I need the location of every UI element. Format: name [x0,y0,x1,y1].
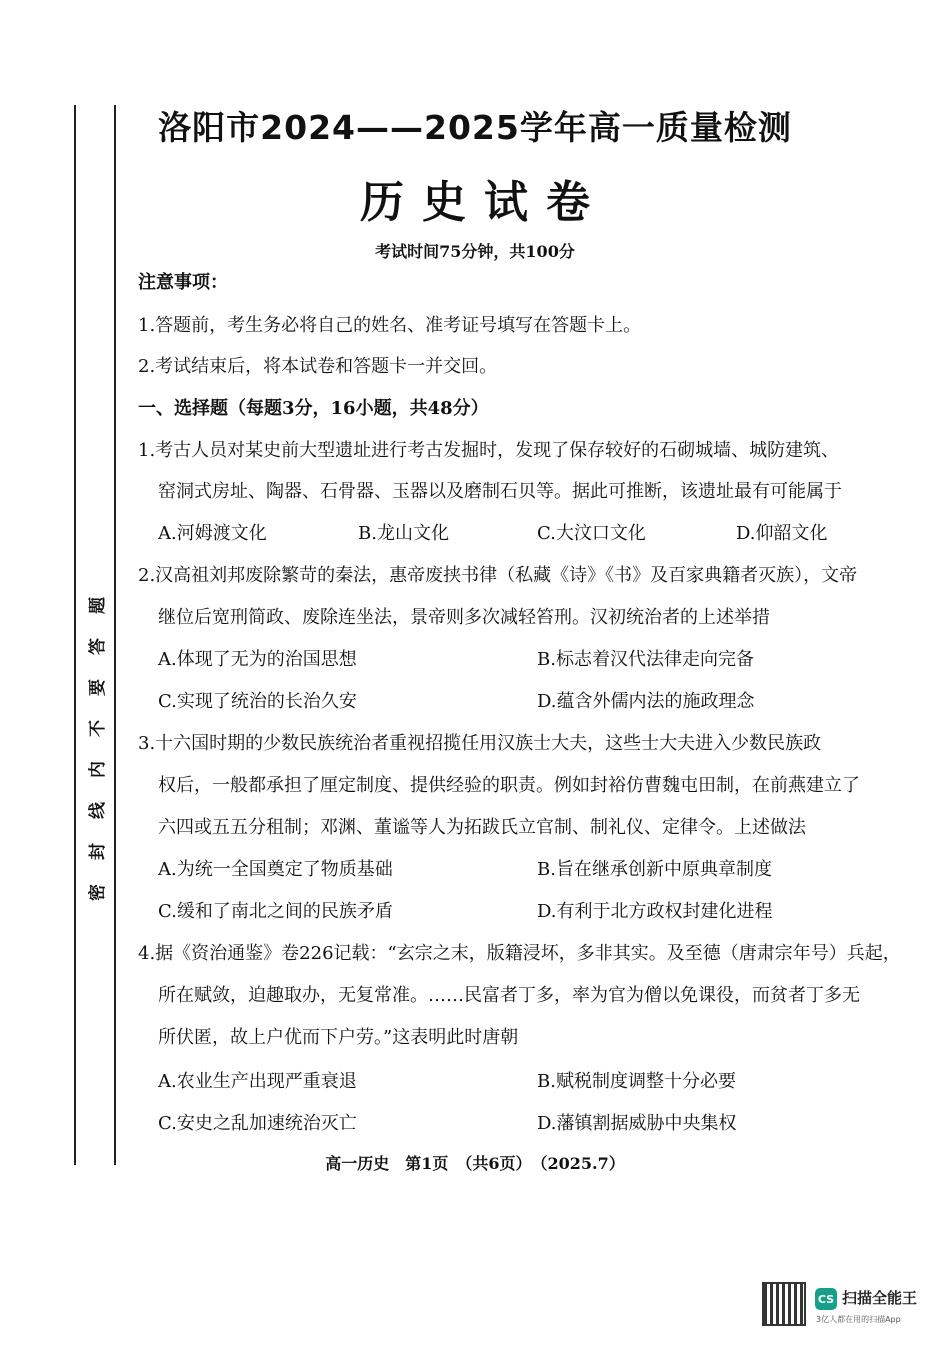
option-d[interactable]: D.有利于北方政权封建化进程 [537,901,773,922]
notice-heading: 注意事项： [138,272,228,293]
question-text: 继位后宽刑简政、废除连坐法，景帝则多次减轻笞刑。汉初统治者的上述举措 [158,607,770,628]
watermark-tagline: 3亿人都在用的扫描App [816,1315,901,1324]
binding-char: 题 [87,597,108,614]
page-footer: 高一历史 第1页 （共6页） （2025.7） [325,1154,625,1173]
subject-title: 历史试卷 [360,177,608,228]
binding-char: 线 [87,802,108,819]
binding-char: 答 [87,638,108,655]
binding-char: 密 [87,884,108,901]
question-text: 六四或五五分租制；邓渊、董谧等人为拓跋氏立官制、制礼仪、定律令。上述做法 [158,817,806,838]
option-d[interactable]: D.藩镇割据威胁中央集权 [537,1113,737,1134]
exam-info: 考试时间75分钟，共100分 [375,242,575,261]
qr-code-icon [762,1282,806,1326]
option-b[interactable]: B.标志着汉代法律走向完备 [537,649,754,670]
option-b[interactable]: B.赋税制度调整十分必要 [537,1071,736,1092]
option-b[interactable]: B.旨在继承创新中原典章制度 [537,859,772,880]
option-b[interactable]: B.龙山文化 [358,523,449,544]
question-text: 1.考古人员对某史前大型遗址进行考古发掘时，发现了保存较好的石砌城墙、城防建筑、 [138,440,840,461]
binding-margin [74,105,116,1165]
option-d[interactable]: D.蕴含外儒内法的施政理念 [537,691,755,712]
option-c[interactable]: C.缓和了南北之间的民族矛盾 [158,901,393,922]
binding-char: 要 [87,679,108,696]
question-text: 所伏匿，故上户优而下户劳。”这表明此时唐朝 [158,1027,519,1048]
option-d[interactable]: D.仰韶文化 [736,523,828,544]
watermark-name: 扫描全能王 [842,1289,918,1307]
binding-line-left [74,105,76,1165]
option-c[interactable]: C.安史之乱加速统治灭亡 [158,1113,357,1134]
exam-title: 洛阳市2024——2025学年高一质量检测 [158,108,792,147]
binding-char: 封 [87,843,108,860]
question-text: 3.十六国时期的少数民族统治者重视招揽任用汉族士大夫，这些士大夫进入少数民族政 [138,733,822,754]
binding-char: 内 [87,761,108,778]
question-text: 权后，一般都承担了厘定制度、提供经验的职责。例如封裕仿曹魏屯田制，在前燕建立了 [158,775,860,796]
binding-warning [83,593,107,905]
option-c[interactable]: C.实现了统治的长治久安 [158,691,357,712]
option-a[interactable]: A.为统一全国奠定了物质基础 [158,859,393,880]
binding-line-right [114,105,116,1165]
notice-item: 1.答题前，考生务必将自己的姓名、准考证号填写在答题卡上。 [138,315,642,336]
question-text: 4.据《资治通鉴》卷226记载：“玄宗之末，版籍浸坏，多非其实。及至德（唐肃宗年号）兵起， [138,943,901,964]
option-a[interactable]: A.河姆渡文化 [158,523,267,544]
camscanner-logo: CS [815,1288,837,1310]
option-a[interactable]: A.农业生产出现严重衰退 [158,1071,357,1092]
question-text: 所在赋敛，迫趣取办，无复常准。……民富者丁多，率为官为僧以免课役，而贫者丁多无 [158,985,860,1006]
option-c[interactable]: C.大汶口文化 [537,523,646,544]
question-text: 2.汉高祖刘邦废除繁苛的秦法，惠帝废挟书律（私藏《诗》《书》及百家典籍者灭族），文帝 [138,565,858,586]
binding-char: 不 [87,720,108,737]
section-heading: 一、选择题（每题3分，16小题，共48分） [138,398,489,419]
question-text: 窑洞式房址、陶器、石骨器、玉器以及磨制石贝等。据此可推断，该遗址最有可能属于 [158,481,842,502]
notice-item: 2.考试结束后，将本试卷和答题卡一并交回。 [138,356,498,377]
option-a[interactable]: A.体现了无为的治国思想 [158,649,357,670]
